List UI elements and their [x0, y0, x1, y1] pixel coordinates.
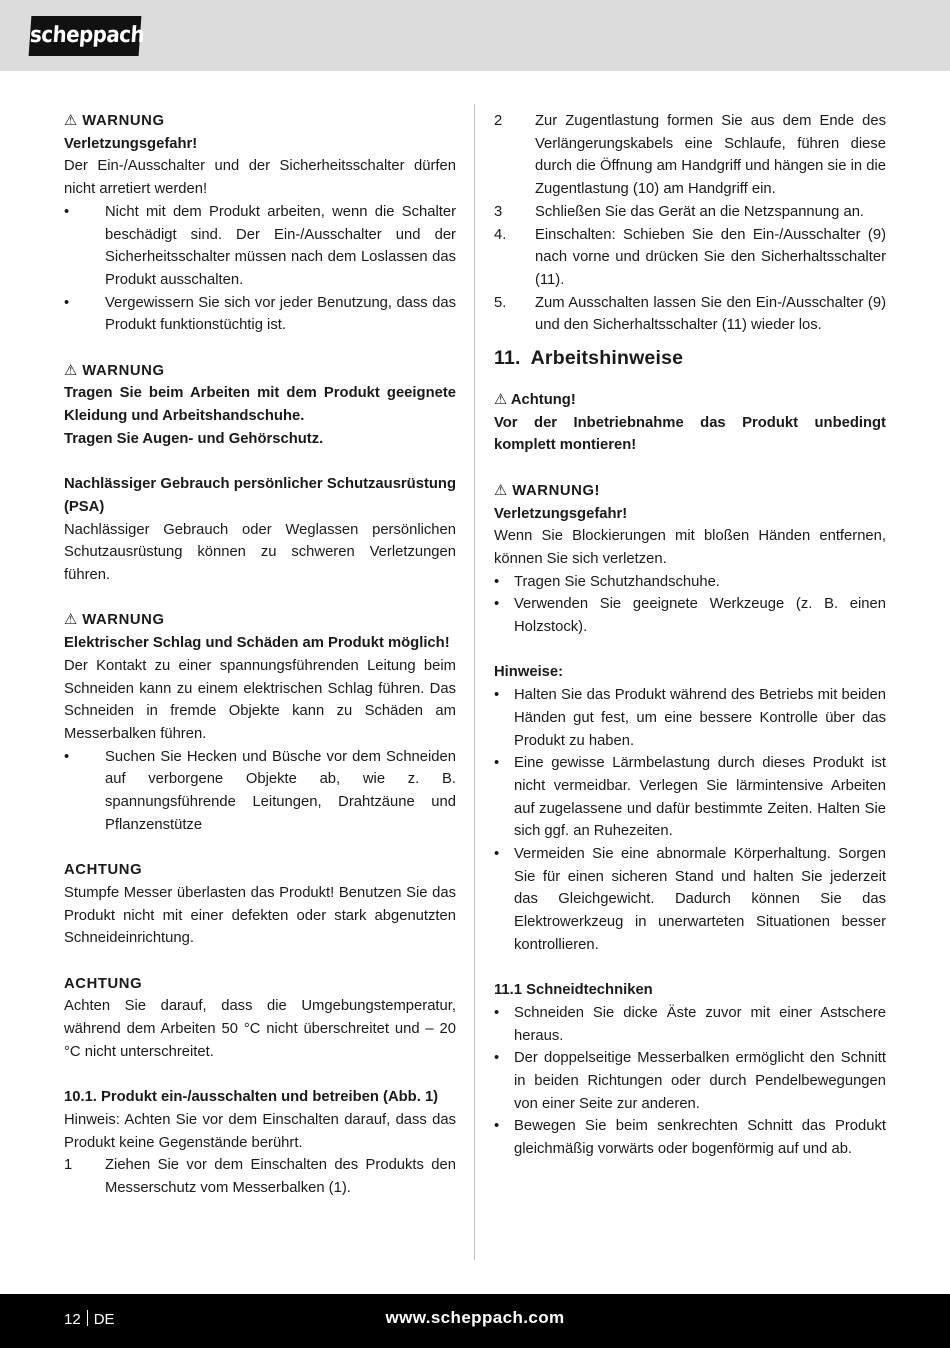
page-header — [0, 0, 950, 71]
bullet-icon: • — [494, 573, 500, 590]
step-number: 5. — [494, 294, 507, 311]
warning-block-3 — [64, 609, 456, 836]
warning-heading: ⚠ WARNUNG! — [494, 480, 886, 503]
psa-text: Nachlässiger Gebrauch oder Weglassen persönlichen Schutzausrüstung können zu schweren Verletzungen führen. — [64, 521, 456, 584]
section-10-1 — [64, 1086, 456, 1200]
subsection-title: 11.1 Schneidtechniken — [494, 982, 653, 999]
bullet-icon: • — [494, 1050, 500, 1067]
caution-block-2 — [64, 973, 456, 1064]
warning-list — [494, 571, 886, 639]
caution-heading: ⚠ Achtung! — [494, 392, 576, 409]
language-code: DE — [93, 1311, 115, 1328]
bullet-icon: • — [494, 687, 500, 704]
warning-list — [64, 201, 456, 337]
warning-block-2 — [64, 360, 456, 451]
bullet-icon: • — [64, 203, 70, 220]
warning-block — [494, 480, 886, 639]
website-url[interactable]: www.scheppach.com — [385, 1308, 565, 1327]
warning-triangle-icon: ⚠ — [64, 612, 78, 629]
list-item: • Tragen Sie Schutzhandschuhe. — [494, 571, 886, 594]
page-footer — [0, 1294, 950, 1348]
caution-text: Stumpfe Messer überlasten das Produkt! Benutzen Sie das Produkt nicht mit einer defekten oder stark abgenutzten Schneideinrichtung. — [64, 884, 456, 947]
list-item: • Suchen Sie Hecken und Büsche vor dem Schneiden auf verborgene Objekte ab, wie z. B. spannungsführende Leitungen, Drahtzäune und Pflanzenstütze — [64, 746, 456, 837]
brand-logo: scheppach — [29, 16, 142, 56]
list-item: • Der doppelseitige Messerbalken ermöglicht den Schnitt in beiden Richtungen oder durch Pendelbewegungen von einer Seite zur anderen. — [494, 1047, 886, 1115]
warning-text: Der Ein-/Ausschalter und der Sicherheitsschalter dürfen nicht arretiert werden! — [64, 158, 456, 198]
psa-title: Nachlässiger Gebrauch persönlicher Schutzausrüstung (PSA) — [64, 476, 456, 515]
warning-line: Tragen Sie beim Arbeiten mit dem Produkt geeignete Kleidung und Arbeitshandschuhe. — [64, 385, 456, 425]
page-number: 12 DE — [64, 1311, 115, 1328]
caution-block — [494, 389, 886, 457]
bullet-icon: • — [494, 846, 500, 863]
step-number: 1 — [64, 1157, 73, 1174]
step-number: 2 — [494, 113, 503, 129]
subsection-title: 10.1. Produkt ein-/ausschalten und betreiben (Abb. 1) — [64, 1089, 439, 1106]
caution-text: Achten Sie darauf, dass die Umgebungstemperatur, während dem Arbeiten 50 °C nicht überschreitet und – 20 °C nicht unterschreitet. — [64, 998, 456, 1060]
bullet-icon: • — [64, 748, 70, 765]
right-column — [494, 110, 886, 1161]
notes-title: Hinweise: — [494, 664, 564, 681]
bullet-icon: • — [494, 596, 500, 613]
warning-heading: ⚠ WARNUNG — [64, 609, 456, 632]
caution-heading: ACHTUNG — [64, 862, 143, 879]
steps-list — [64, 1154, 456, 1199]
section-title: 11. Arbeitshinweise — [494, 347, 684, 370]
list-item: • Vermeiden Sie eine abnormale Körperhaltung. Sorgen Sie für einen sicheren Stand und halten Sie jederzeit das Gleichgewicht. Dadurch können Sie das Elektrowerkzeug in unerwarteten Situationen besser kontrollieren. — [494, 843, 886, 957]
warning-heading: ⚠ WARNUNG — [64, 360, 456, 383]
techniques-list — [494, 1002, 886, 1161]
warning-heading: ⚠ WARNUNG — [64, 110, 456, 133]
step-number: 3 — [494, 203, 503, 220]
warning-triangle-icon: ⚠ — [494, 392, 508, 409]
step-item: 4. Einschalten: Schieben Sie den Ein-/Ausschalter (9) nach vorne und drücken Sie den Sicherhaltsschalter (11). — [494, 224, 886, 292]
psa-block — [64, 473, 456, 587]
warning-text: Der Kontakt zu einer spannungsführenden Leitung beim Schneiden kann zu einem elektrischen Schlag führen. Das Schneiden in fremde Objekte kann zu Schäden am Messerbalken führen. — [64, 657, 456, 742]
step-number: 4. — [494, 226, 507, 243]
step-item: 3 Schließen Sie das Gerät an die Netzspannung an. — [494, 201, 886, 224]
list-item: • Halten Sie das Produkt während des Betriebs mit beiden Händen gut fest, um eine bessere Kontrolle über das Produkt zu haben. — [494, 684, 886, 752]
list-item: • Schneiden Sie dicke Äste zuvor mit einer Astschere heraus. — [494, 1002, 886, 1047]
list-item: • Eine gewisse Lärmbelastung durch dieses Produkt ist nicht vermeidbar. Verlegen Sie lärmintensive Arbeiten auf zugelassene und dafür bestimmte Zeiten. Halten Sie sich ggf. an Ruhezeiten. — [494, 752, 886, 843]
column-divider — [474, 104, 475, 1260]
caution-heading: ACHTUNG — [64, 975, 143, 992]
notes-list — [494, 684, 886, 956]
hint-text: Hinweis: Achten Sie vor dem Einschalten darauf, dass das Produkt keine Gegenstände berührt. — [64, 1111, 456, 1151]
bullet-icon: • — [64, 294, 70, 311]
warning-list — [64, 746, 456, 837]
warning-block-1 — [64, 110, 456, 337]
list-item: • Vergewissern Sie sich vor jeder Benutzung, dass das Produkt funktionstüchtig ist. — [64, 292, 456, 337]
step-item: 1 Ziehen Sie vor dem Einschalten des Produkts den Messerschutz vom Messerbalken (1). — [64, 1154, 456, 1199]
left-column — [64, 110, 456, 1200]
warning-title: Verletzungsgefahr! — [64, 135, 198, 152]
warning-line: Tragen Sie Augen- und Gehörschutz. — [64, 430, 324, 447]
notes-block — [494, 661, 886, 956]
list-item: • Bewegen Sie beim senkrechten Schnitt das Produkt gleichmäßig vorwärts oder bogenförmig auf und ab. — [494, 1115, 886, 1160]
steps-list — [494, 110, 886, 337]
caution-block-1 — [64, 859, 456, 950]
section-11-1 — [494, 979, 886, 1161]
step-item: 5. Zum Ausschalten lassen Sie den Ein-/Ausschalter (9) und den Sicherhaltsschalter (11) wieder los. — [494, 292, 886, 337]
caution-text: Vor der Inbetriebnahme das Produkt unbedingt komplett montieren! — [494, 414, 886, 454]
bullet-icon: • — [494, 1004, 500, 1021]
warning-title: Verletzungsgefahr! — [494, 505, 628, 522]
warning-triangle-icon: ⚠ — [64, 113, 78, 129]
warning-text: Wenn Sie Blockierungen mit bloßen Händen entfernen, können Sie sich verletzen. — [494, 528, 886, 567]
warning-triangle-icon: ⚠ — [494, 482, 508, 499]
list-item: • Verwenden Sie geeignete Werkzeuge (z. B. einen Holzstock). — [494, 593, 886, 638]
warning-title: Elektrischer Schlag und Schäden am Produkt möglich! — [64, 635, 450, 652]
bullet-icon: • — [494, 1118, 500, 1135]
list-item: • Nicht mit dem Produkt arbeiten, wenn die Schalter beschädigt sind. Der Ein-/Ausschalter und der Sicherheitsschalter müssen nach dem Loslassen das Produkt ausschalten. — [64, 201, 456, 292]
warning-triangle-icon: ⚠ — [64, 362, 78, 379]
bullet-icon: • — [494, 755, 500, 772]
step-item: 2 Zur Zugentlastung formen Sie aus dem Ende des Verlängerungskabels eine Schlaufe, führen diese durch die Öffnung am Handgriff und hängen sie in die Zugentlastung (10) am Handgriff ein. — [494, 110, 886, 201]
